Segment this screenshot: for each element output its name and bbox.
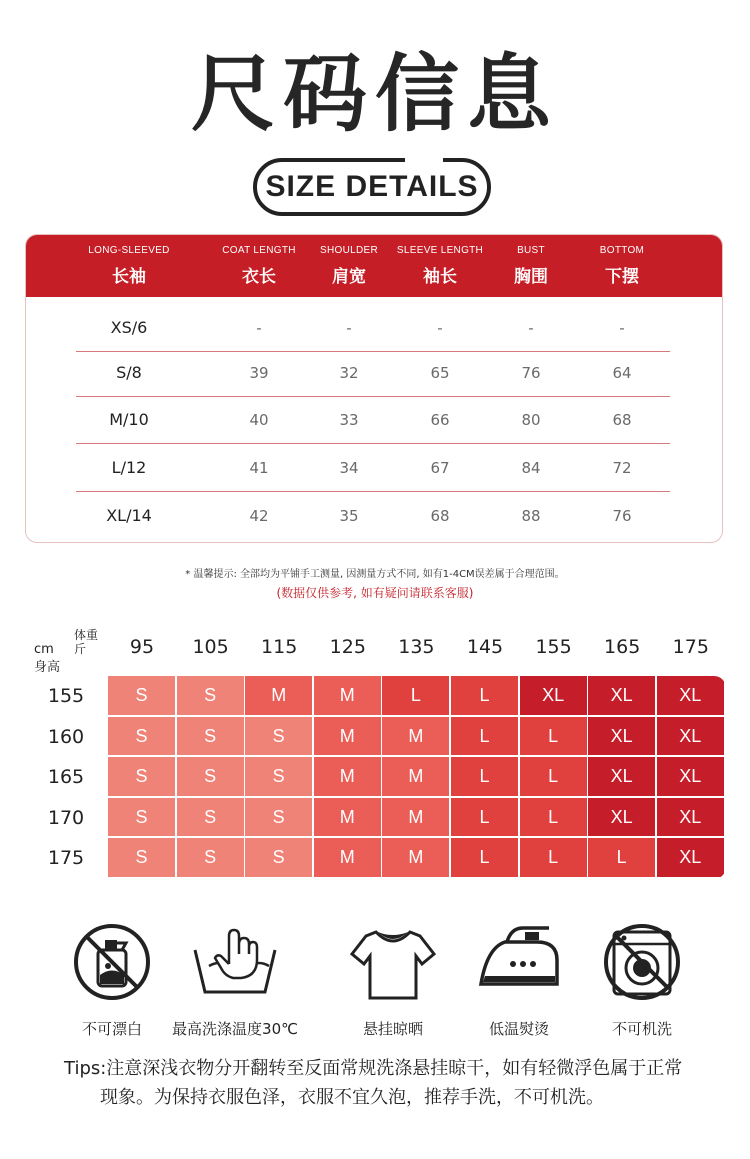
weight-label: 115	[261, 636, 298, 658]
unit-label: cm	[34, 642, 54, 657]
size-cell: L	[520, 798, 587, 837]
measurement-value: 41	[249, 459, 269, 477]
measurement-value: -	[528, 319, 534, 337]
column-header-en: BOTTOM	[599, 245, 645, 256]
table-row	[76, 492, 670, 540]
measurement-value: 84	[521, 459, 541, 477]
measurement-value: 65	[430, 364, 450, 382]
measurement-value: 40	[249, 411, 269, 429]
reference-note: (数据仅供参考, 如有疑问请联系客服)	[276, 586, 474, 600]
size-cell: S	[108, 838, 175, 877]
size-cell: L	[451, 676, 518, 715]
size-label: M/10	[109, 410, 149, 429]
height-label: 170	[47, 806, 85, 829]
size-cell: S	[177, 757, 244, 796]
low-iron-icon	[454, 920, 584, 1004]
size-cell: L	[382, 676, 449, 715]
measurement-note: * 温馨提示: 全部均为平铺手工测量, 因测量方式不同, 如有1-4CM误差属于合理范围。	[185, 569, 565, 580]
size-cell: XL	[657, 798, 724, 837]
size-label: L/12	[111, 458, 147, 477]
size-cell: S	[177, 798, 244, 837]
page-title: 尺码信息	[190, 45, 559, 143]
size-cell: M	[382, 717, 449, 756]
size-cell: L	[451, 838, 518, 877]
size-cell: XL	[657, 838, 724, 877]
size-cell: L	[451, 717, 518, 756]
size-cell: XL	[588, 798, 655, 837]
column-header-zh: 肩宽	[332, 267, 366, 287]
care-label: 不可机洗	[611, 1020, 672, 1038]
tips-line-2: 现象。为保持衣服色泽，衣服不宜久泡，推荐手洗，不可机洗。	[100, 1087, 604, 1108]
height-axis-label: 身高	[34, 660, 61, 675]
size-cell: XL	[588, 757, 655, 796]
size-cell: S	[245, 838, 312, 877]
no-bleach-icon	[47, 920, 177, 1004]
size-label: XL/14	[106, 506, 152, 525]
table-row	[76, 444, 670, 492]
size-cell: L	[451, 798, 518, 837]
weight-label: 135	[398, 636, 435, 658]
weight-label: 105	[192, 636, 229, 658]
column-header-en: BUST	[517, 245, 545, 256]
hand-wash-30-icon	[170, 920, 300, 1004]
table-row	[76, 349, 670, 397]
measurement-value: -	[619, 319, 625, 337]
column-header-en: SLEEVE LENGTH	[396, 245, 484, 256]
size-cell: L	[520, 838, 587, 877]
size-cell: S	[108, 717, 175, 756]
care-item	[47, 920, 177, 1038]
column-header-en: COAT LENGTH	[222, 245, 296, 256]
column-header-en: LONG-SLEEVED	[88, 245, 170, 256]
measurement-value: 66	[430, 411, 450, 429]
size-cell: L	[520, 717, 587, 756]
measurement-value: 76	[612, 507, 632, 525]
column-header	[69, 245, 189, 287]
height-label: 155	[47, 685, 85, 707]
measurement-value: 33	[339, 411, 359, 429]
measurement-value: 80	[521, 411, 541, 429]
size-cell: M	[314, 717, 381, 756]
measurement-value: 64	[612, 364, 632, 382]
size-cell: S	[108, 676, 175, 715]
badge-notch	[405, 154, 443, 164]
height-label: 175	[47, 847, 85, 869]
size-cell: L	[588, 838, 655, 877]
care-label: 低温熨烫	[488, 1020, 549, 1038]
size-grid	[108, 676, 726, 879]
size-cell: L	[520, 757, 587, 796]
size-cell: M	[382, 798, 449, 837]
column-header-en: SHOULDER	[320, 245, 378, 256]
size-cell: XL	[588, 717, 655, 756]
measurement-value: 72	[612, 459, 632, 477]
care-label: 最高洗涤温度30℃	[172, 1020, 298, 1038]
measurement-value: -	[346, 319, 352, 337]
size-cell: L	[451, 757, 518, 796]
measurement-value: -	[256, 319, 262, 337]
care-tips	[64, 1054, 724, 1112]
size-cell: M	[314, 838, 381, 877]
column-header-zh: 袖长	[423, 267, 457, 287]
tips-line-1: Tips:注意深浅衣物分开翻转至反面常规洗涤悬挂晾干，如有轻微浮色属于正常	[64, 1058, 683, 1079]
column-header-zh: 长袖	[112, 267, 146, 287]
column-header-zh: 下摆	[605, 267, 639, 287]
no-machine-wash-icon	[577, 920, 707, 1004]
table-row	[76, 304, 670, 352]
table-row	[76, 396, 670, 444]
weight-label: 95	[129, 636, 155, 658]
measurement-value: 34	[339, 459, 359, 477]
size-cell: S	[177, 676, 244, 715]
subtitle-text: SIZE DETAILS	[265, 170, 479, 203]
size-label: S/8	[116, 363, 142, 382]
measurement-value: 68	[430, 507, 450, 525]
weight-label: 145	[466, 636, 504, 658]
size-cell: S	[245, 757, 312, 796]
size-cell: M	[245, 676, 312, 715]
care-item	[328, 920, 458, 1038]
weight-label: 175	[672, 636, 709, 658]
care-label: 不可漂白	[81, 1020, 142, 1038]
height-label: 165	[47, 766, 85, 788]
size-cell: M	[382, 838, 449, 877]
height-label: 160	[47, 725, 85, 748]
column-header-zh: 胸围	[514, 267, 548, 287]
measurement-value: 67	[430, 459, 450, 477]
measurement-value: 32	[339, 364, 359, 382]
column-header	[562, 245, 682, 287]
size-label: XS/6	[110, 318, 148, 337]
size-cell: XL	[588, 676, 655, 715]
size-cell: M	[314, 676, 381, 715]
size-cell: XL	[657, 717, 724, 756]
measurement-value: 42	[249, 507, 269, 525]
column-header-zh: 衣长	[242, 267, 276, 287]
size-cell: XL	[657, 757, 724, 796]
size-cell: S	[108, 757, 175, 796]
size-cell: M	[382, 757, 449, 796]
weight-label: 155	[535, 636, 572, 658]
size-cell: M	[314, 757, 381, 796]
measurement-value: -	[437, 319, 443, 337]
weight-axis-label: 体重 斤	[74, 628, 99, 656]
size-table	[25, 234, 723, 543]
subtitle-badge	[253, 158, 491, 216]
size-cell: S	[108, 798, 175, 837]
measurement-value: 88	[521, 507, 541, 525]
measurement-value: 68	[612, 411, 632, 429]
measurement-value: 35	[339, 507, 359, 525]
care-item	[454, 920, 584, 1038]
size-cell: XL	[657, 676, 724, 715]
care-label: 悬挂晾晒	[362, 1020, 423, 1038]
size-cell: S	[245, 798, 312, 837]
care-item	[170, 920, 300, 1038]
measurement-value: 39	[249, 364, 269, 382]
weight-label: 125	[329, 636, 366, 658]
hang-dry-icon	[328, 920, 458, 1004]
size-cell: XL	[520, 676, 587, 715]
size-cell: S	[177, 717, 244, 756]
care-item	[577, 920, 707, 1038]
measurement-value: 76	[521, 364, 541, 382]
size-cell: S	[177, 838, 244, 877]
weight-label: 165	[604, 636, 641, 658]
size-cell: S	[245, 717, 312, 756]
size-cell: M	[314, 798, 381, 837]
